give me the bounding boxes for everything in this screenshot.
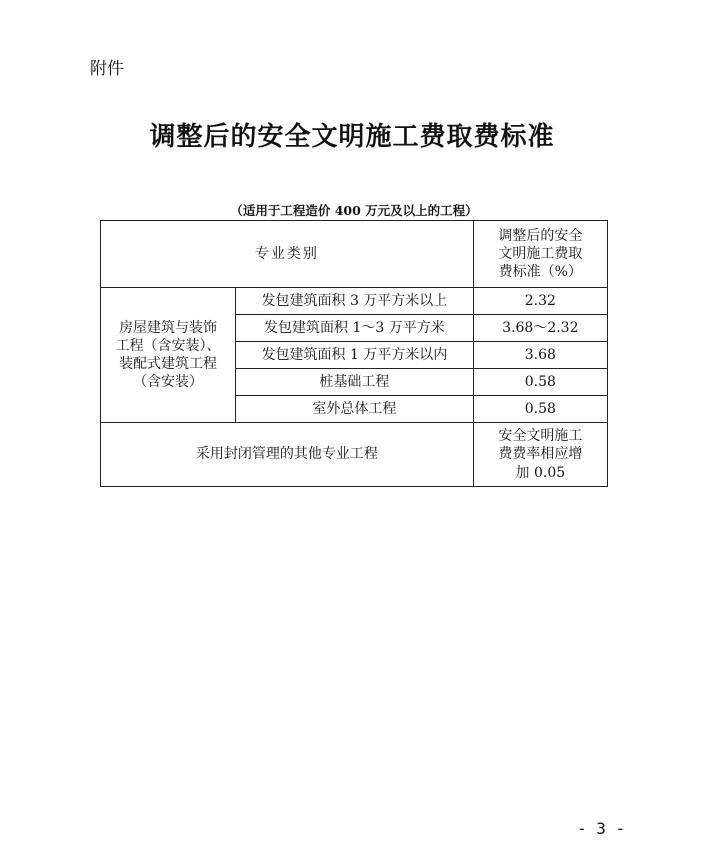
header-rate-line: 调整后的安全 [498, 227, 583, 244]
group-label [101, 288, 236, 423]
header-category-text: 专业类别 [254, 245, 319, 262]
footer-category: 采用封闭管理的其他专业工程 [101, 423, 474, 487]
table-subtitle: （适用于工程造价 400 万元及以上的工程） [230, 203, 478, 218]
header-category [101, 221, 474, 288]
subcategory-cell: 室外总体工程 [236, 396, 474, 423]
header-rate-line: 费标准（%） [498, 264, 582, 281]
footer-rate-line: 安全文明施工 [498, 428, 583, 445]
header-rate [473, 221, 607, 288]
group-line: 装配式建筑工程 [119, 356, 218, 372]
footer-rate [473, 423, 607, 487]
table-footer-row [101, 423, 608, 487]
rate-cell: 3.68 [473, 342, 607, 369]
document-title: 调整后的安全文明施工费取费标准 [149, 122, 555, 152]
group-line: 房屋建筑与装饰 [119, 319, 218, 336]
group-line: （含安装） [133, 374, 204, 391]
footer-rate-line: 费费率相应增 [498, 446, 583, 463]
page-number: - 3 - [577, 819, 626, 838]
subcategory-cell: 发包建筑面积 1 万平方米以内 [236, 342, 474, 369]
rate-cell: 0.58 [473, 396, 607, 423]
rate-cell: 3.68～2.32 [473, 315, 607, 342]
subcategory-cell: 发包建筑面积 1～3 万平方米 [236, 315, 474, 342]
rate-cell: 0.58 [473, 369, 607, 396]
header-rate-line: 文明施工费取 [498, 245, 583, 262]
table-header-row [101, 221, 608, 288]
attachment-label: 附件 [90, 59, 124, 79]
footer-rate-line: 加 0.05 [515, 464, 566, 481]
rate-cell: 2.32 [473, 288, 607, 315]
fee-standard-table [100, 220, 608, 487]
subcategory-cell: 桩基础工程 [236, 369, 474, 396]
subcategory-cell: 发包建筑面积 3 万平方米以上 [236, 288, 474, 315]
group-line: 工程（含安装）、 [115, 337, 221, 354]
table-row [101, 288, 608, 315]
